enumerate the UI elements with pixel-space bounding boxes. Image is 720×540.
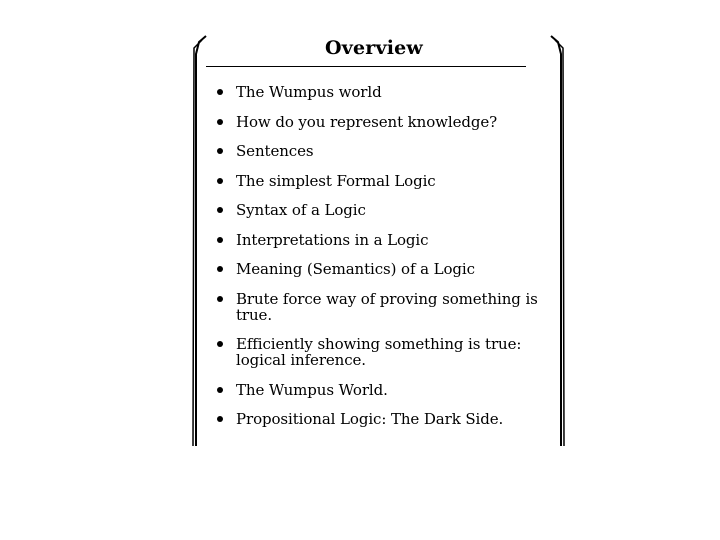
- bullet-dot-icon: [217, 89, 223, 95]
- bullet-text: Propositional Logic: The Dark Side.: [236, 410, 504, 428]
- bullet-dot-icon: [217, 178, 223, 184]
- bullet-dot-icon: [217, 341, 223, 347]
- bullet-text: How do you represent knowledge?: [236, 112, 498, 131]
- slide-title: Overview: [325, 37, 423, 59]
- bullet-item: [232, 173, 542, 189]
- bullet-item: [232, 411, 542, 427]
- bullet-text: Interpretations in a Logic: [236, 230, 429, 249]
- bullet-dot-icon: [217, 387, 223, 393]
- bullet-dot-icon: [217, 237, 223, 243]
- bullet-item: [232, 291, 542, 323]
- bullet-dot-icon: [217, 416, 223, 422]
- bullet-text: Syntax of a Logic: [236, 201, 366, 219]
- bullet-dot-icon: [217, 148, 223, 154]
- bullet-item: [232, 202, 542, 218]
- bullet-item: [232, 84, 542, 100]
- page-border-right: [549, 34, 565, 446]
- bullet-text: Efficiently showing something is true: logical inference.: [236, 335, 522, 369]
- bullet-text: Meaning (Semantics) of a Logic: [236, 260, 475, 278]
- bullet-text: The Wumpus world: [236, 83, 382, 101]
- bullet-text: The simplest Formal Logic: [236, 171, 436, 190]
- bullet-item: [232, 261, 542, 277]
- overview-bullet-list: [232, 84, 542, 441]
- bullet-text: Brute force way of proving something is true.: [236, 289, 538, 324]
- bullet-dot-icon: [217, 296, 223, 302]
- bullet-dot-icon: [217, 266, 223, 272]
- bullet-text: Sentences: [236, 142, 314, 160]
- bullet-item: [232, 232, 542, 248]
- bullet-dot-icon: [217, 119, 223, 125]
- title-underline: [206, 66, 526, 67]
- page-border-left: [192, 34, 208, 446]
- bullet-text: The Wumpus World.: [236, 380, 388, 399]
- bullet-item: [232, 382, 542, 398]
- bullet-item: [232, 336, 542, 368]
- bullet-dot-icon: [217, 207, 223, 213]
- bullet-item: [232, 143, 542, 159]
- bullet-item: [232, 114, 542, 130]
- scanned-page-frame: [192, 34, 565, 446]
